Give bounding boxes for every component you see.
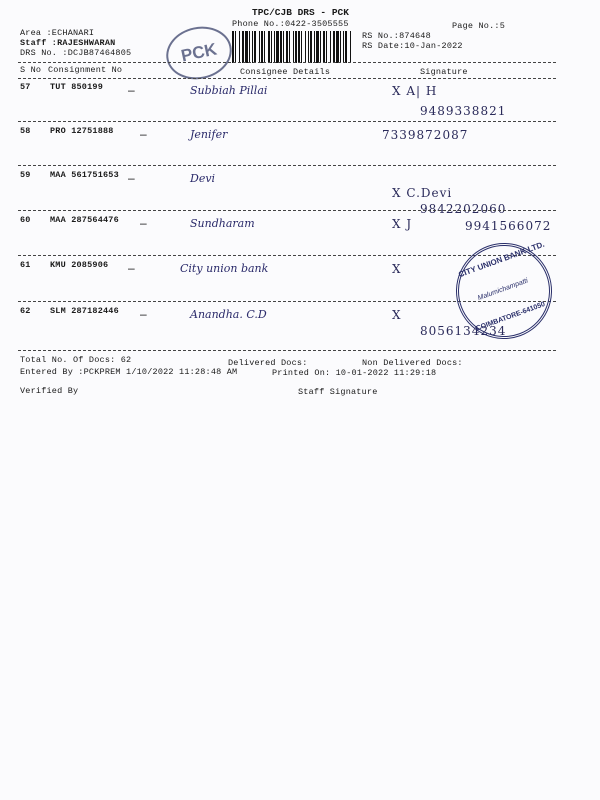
row-divider [18, 165, 556, 166]
staff-signature: Staff Signature [298, 387, 378, 397]
row-sno: 60 [20, 215, 31, 225]
row-signature: X A| H [392, 84, 438, 98]
row-phone: 8056134234 [420, 324, 507, 338]
delivered-docs: Delivered Docs: [228, 358, 308, 368]
row-divider [18, 121, 556, 122]
col-signature: Signature [420, 67, 468, 77]
col-consignment: Consignment No [48, 65, 123, 75]
row-mark: – [128, 261, 135, 275]
row-sno: 58 [20, 126, 31, 136]
row-sno: 57 [20, 82, 31, 92]
pck-stamp-text: PCK [179, 39, 219, 66]
area-label: Area :ECHANARI [20, 28, 95, 38]
entered-by: Entered By :PCKPREM 1/10/2022 11:28:48 AM [20, 367, 238, 377]
row-signature: X C.Devi [392, 186, 453, 200]
row-signature: X J [392, 217, 413, 231]
staff-label: Staff :RAJESHWARAN [20, 38, 116, 48]
row-sno: 61 [20, 260, 31, 270]
row-phone: 9941566072 [465, 219, 552, 233]
row-mark: – [128, 83, 135, 97]
rs-date: RS Date:10-Jan-2022 [362, 41, 463, 51]
row-signature: X [392, 262, 402, 276]
document-title: TPC/CJB DRS - PCK [252, 7, 349, 18]
row-sno: 62 [20, 306, 31, 316]
verified-by: Verified By [20, 386, 79, 396]
row-consignment: KMU 2085906 [50, 260, 109, 270]
row-consignee: City union bank [180, 262, 269, 275]
row-mark: – [140, 216, 147, 230]
pck-stamp [161, 21, 236, 86]
row-consignment: SLM 287182446 [50, 306, 119, 316]
row-consignment: MAA 287564476 [50, 215, 119, 225]
bank-stamp-top: CITY UNION BANK LTD. [457, 239, 546, 280]
col-sno: S No [20, 65, 42, 75]
row-consignment: PRO 12751888 [50, 126, 114, 136]
barcode [230, 31, 356, 63]
row-consignee: Sundharam [190, 217, 255, 230]
row-consignment: MAA 561751653 [50, 170, 119, 180]
bank-stamp-bottom: COIMBATORE-641050 [475, 301, 547, 333]
row-phone: 9842202060 [420, 202, 507, 216]
drs-number: DRS No. :DCJB87464805 [20, 48, 132, 58]
row-consignment: TUT 850199 [50, 82, 104, 92]
printed-on: Printed On: 10-01-2022 11:29:18 [272, 368, 437, 378]
row-mark: – [140, 127, 147, 141]
rs-number: RS No.:874648 [362, 31, 431, 41]
row-consignee: Subbiah Pillai [190, 84, 268, 97]
row-sno: 59 [20, 170, 31, 180]
row-mark: – [128, 171, 135, 185]
row-consignee: Jenifer [190, 128, 228, 141]
col-consignee: Consignee Details [240, 67, 331, 77]
row-consignee: Anandha. C.D [190, 308, 267, 321]
row-mark: – [140, 307, 147, 321]
row-signature: 7339872087 [382, 128, 469, 142]
row-divider [18, 210, 556, 211]
page-number: Page No.:5 [452, 21, 506, 31]
phone-number: Phone No.:0422-3505555 [232, 19, 349, 29]
row-phone: 9489338821 [420, 104, 507, 118]
row-signature: X [392, 308, 402, 322]
total-docs: Total No. Of Docs: 62 [20, 355, 132, 365]
bank-stamp-mid: Malumichampatti [476, 277, 530, 303]
non-delivered-docs: Non Delivered Docs: [362, 358, 463, 368]
row-consignee: Devi [190, 172, 216, 185]
